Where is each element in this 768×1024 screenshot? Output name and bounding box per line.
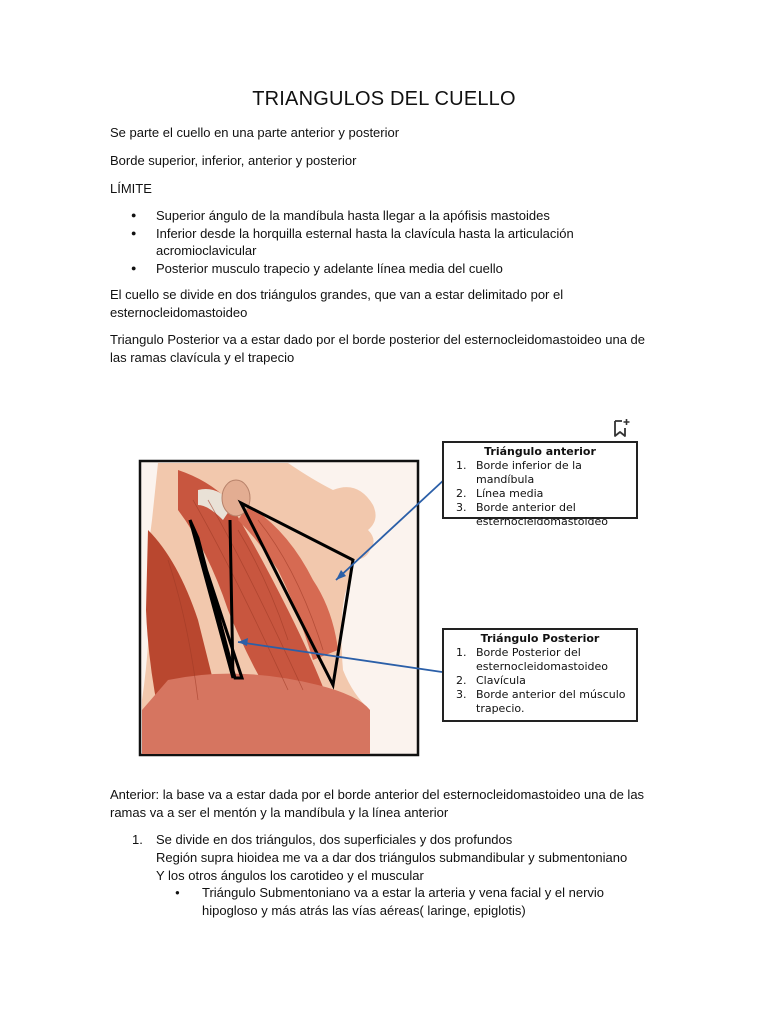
list-item: ● Posterior musculo trapecio y adelante línea media del cuello [110,260,655,278]
sub-bullet-list [156,884,626,920]
list-item: 1. Borde inferior de la mandíbula [470,459,636,487]
posterior-triangle-box [442,628,638,722]
list-item: 2. Clavícula [470,674,636,688]
list-number: 1. [132,832,143,847]
paragraph-borders: Borde superior, inferior, anterior y posterior [110,153,357,168]
list-item: ● Superior ángulo de la mandíbula hasta llegar a la apófisis mastoides [110,207,655,225]
numbered-line-2: Región supra hioidea me va a dar dos triángulos submandibular y submentoniano [156,850,628,865]
list-item: ● Triángulo Submentoniano va a estar la arteria y vena facial y el nervio hipogloso y más atrás las vías aéreas( laringe, epiglotis) [156,884,626,920]
bookmark-add-icon[interactable] [612,417,630,439]
numbered-item-body [156,831,655,885]
list-item: 1. Borde Posterior del esternocleidomastoideo [470,646,636,674]
limits-list [110,207,655,277]
paragraph-division: El cuello se divide en dos triángulos grandes, que van a estar delimitado por el esternocleidomastoideo [110,287,564,320]
paragraph-limits-heading: LÍMITE [110,181,152,196]
paragraph-anterior: Anterior: la base va a estar dada por el borde anterior del esternocleidomastoideo una de las ramas va a ser el mentón y la mandíbula y la línea anterior [110,787,645,820]
numbered-list-item [110,831,655,885]
list-item: 3. Borde anterior del músculo trapecio. [470,688,636,716]
list-item: 2. Línea media [470,487,636,501]
neck-anatomy-figure [138,410,650,775]
anterior-box-heading: Triángulo anterior [484,445,596,458]
posterior-box-list [444,646,636,716]
posterior-box-heading: Triángulo Posterior [480,632,600,645]
anterior-triangle-box [442,441,638,528]
numbered-line-1: Se divide en dos triángulos, dos superficiales y dos profundos [156,832,513,847]
numbered-line-3: Y los otros ángulos los carotideo y el muscular [156,868,424,883]
anterior-box-list [444,459,636,529]
paragraph-posterior-triangle: Triangulo Posterior va a estar dado por el borde posterior del esternocleidomastoideo una de las ramas clavícula y el trapecio [110,332,646,365]
paragraph-neck-parts: Se parte el cuello en una parte anterior y posterior [110,125,400,140]
document-title: TRIANGULOS DEL CUELLO [252,88,516,110]
list-item: 3. Borde anterior del esternocleidomastoideo [470,501,636,529]
list-item: ● Inferior desde la horquilla esternal hasta la clavícula hasta la articulación acromioclavicular [110,225,655,260]
